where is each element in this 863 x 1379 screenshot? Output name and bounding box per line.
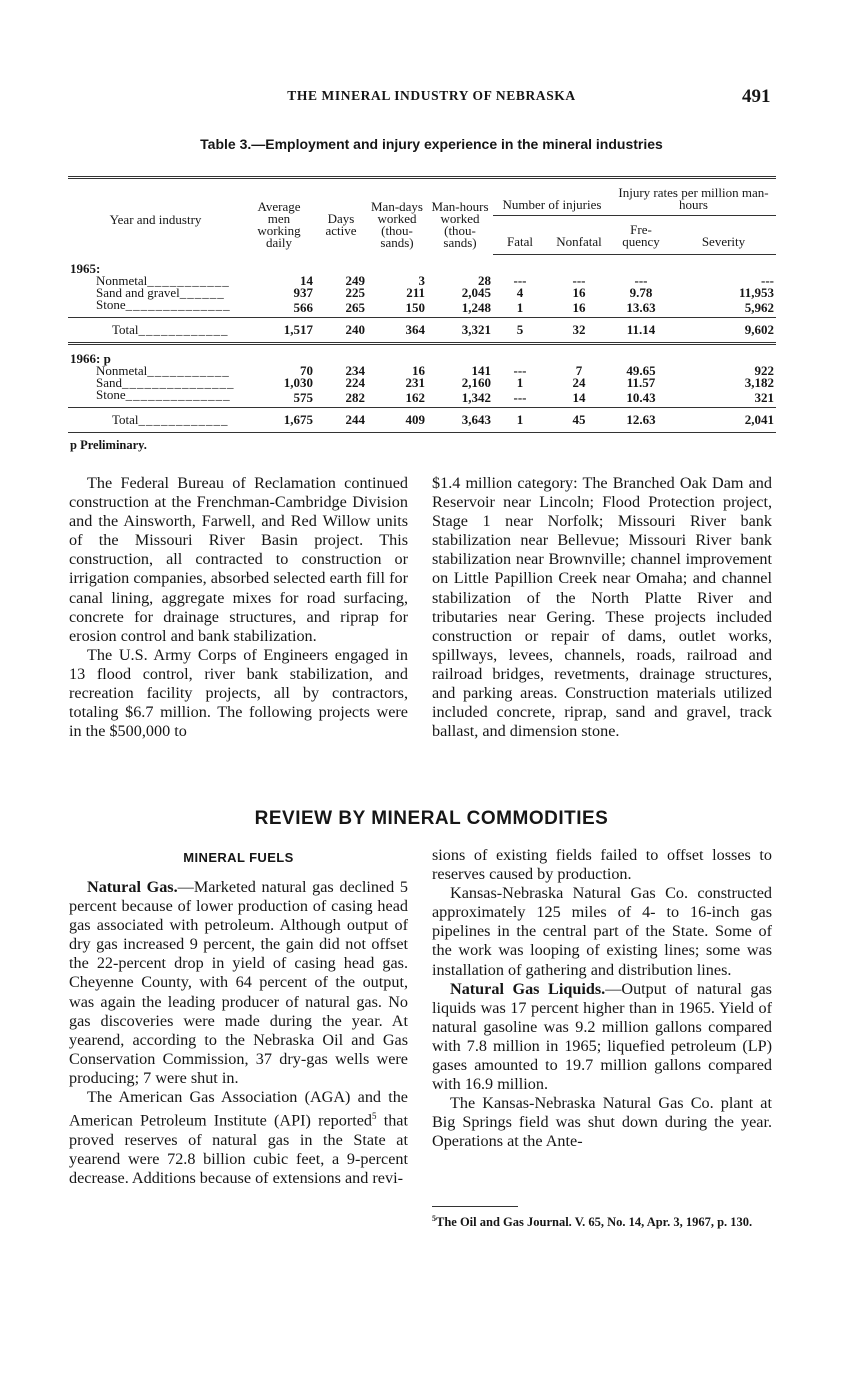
header-year-industry: Year and industry: [68, 178, 243, 255]
row-industry: Sand and gravel: [96, 285, 180, 300]
cell-man-days: 3: [418, 273, 425, 288]
header-avg-men: Average men working daily: [243, 178, 315, 255]
header-frequency: Fre-quency: [611, 216, 671, 255]
leader-dots: ______________: [125, 387, 231, 402]
cell-nonfatal: 14: [572, 390, 586, 405]
leader-dots: ____________: [138, 322, 229, 337]
row-industry: Nonmetal: [96, 273, 148, 288]
cell-man-days: 409: [367, 408, 427, 433]
body-column-1: [69, 474, 408, 741]
header-fatal: Fatal: [493, 216, 547, 255]
row-industry: Nonmetal: [96, 363, 148, 378]
footnote-rule: [432, 1206, 518, 1207]
header-severity: Severity: [671, 216, 776, 255]
cell-fatal: ---: [513, 273, 527, 288]
table-title: Table 3.—Employment and injury experience in the mineral industries: [200, 136, 663, 152]
paragraph: [69, 1088, 408, 1188]
cell-severity: 2,041: [671, 408, 776, 433]
row-industry: Total: [112, 412, 139, 427]
cell-severity: 9,602: [671, 318, 776, 344]
leader-dots: ___________: [147, 273, 230, 288]
cell-men: 70: [300, 363, 313, 378]
cell-man-days: 16: [412, 363, 425, 378]
running-head: THE MINERAL INDUSTRY OF NEBRASKA: [287, 88, 576, 103]
row-industry: Stone: [96, 297, 126, 312]
leader-dots: ______________: [125, 297, 231, 312]
footnote-text: The Oil and Gas Journal. V. 65, No. 14, Apr. 3, 1967, p. 130.: [436, 1215, 753, 1230]
cell-days: 225: [345, 285, 365, 300]
year-label: 1965:: [70, 261, 101, 276]
leader-dots: ____________: [138, 412, 229, 427]
cell-severity: 3,182: [744, 375, 774, 390]
cell-days: 224: [345, 375, 365, 390]
cell-men: 1,517: [243, 318, 315, 344]
cell-frequency: 11.14: [611, 318, 671, 344]
leader-dots: _______________: [122, 375, 235, 390]
total-row: [68, 408, 776, 433]
cell-man-days: 150: [405, 300, 425, 315]
leader-dots: ___________: [147, 363, 230, 378]
cell-severity: 5,962: [744, 300, 774, 315]
table-row: [68, 299, 776, 318]
paragraph-text: that proved reserves of natural gas in the State at yearend were 72.8 billion cubic feet, a 9-percent decrease. Additions because of extensions and revi-: [69, 1111, 408, 1187]
header-man-days: Man-days worked (thou-sands): [367, 178, 427, 255]
cell-men: 566: [293, 300, 313, 315]
cell-nonfatal: ---: [572, 273, 586, 288]
cell-severity: 321: [754, 390, 774, 405]
cell-frequency: 49.65: [626, 363, 656, 378]
body-column-3: [69, 878, 408, 1188]
paragraph: The U.S. Army Corps of Engineers engaged in 13 flood control, river bank stabilization, and recreation facility projects, all by contractors, totaling $6.7 million. The following projects were in the $500,000 to: [69, 645, 408, 741]
cell-severity: ---: [761, 273, 774, 288]
header-days-active: Days active: [315, 178, 367, 255]
run-in-heading: Natural Gas.: [87, 878, 178, 896]
cell-days: 244: [315, 408, 367, 433]
cell-nonfatal: 32: [547, 318, 611, 344]
cell-fatal: 5: [493, 318, 547, 344]
section-heading: REVIEW BY MINERAL COMMODITIES: [254, 808, 609, 829]
cell-frequency: 12.63: [611, 408, 671, 433]
cell-men: 14: [300, 273, 313, 288]
subsection-heading: MINERAL FUELS: [183, 850, 294, 865]
cell-nonfatal: 7: [575, 363, 583, 378]
row-industry: Stone: [96, 387, 126, 402]
cell-man-hours: 1,342: [461, 390, 491, 405]
page-number: 491: [742, 86, 771, 107]
header-injury-rates: Injury rates per million man-hours: [611, 178, 776, 216]
cell-nonfatal: 16: [572, 300, 586, 315]
cell-man-days: 211: [406, 285, 425, 300]
row-industry: Total: [112, 322, 139, 337]
cell-frequency: 9.78: [629, 285, 653, 300]
year-label: 1966: p: [68, 344, 776, 366]
cell-fatal: 1: [493, 408, 547, 433]
paragraph-text: —Marketed natural gas declined 5 percent because of lower production of casing head gas associated with petroleum. Although output of dry gas increased 9 percent, the gain did not offset the 22-percent drop in yield of casing head gas. Cheyenne County, with 64 percent of the output, was again the leading producer of natural gas. No gas discoveries were made during the year. At yearend, according to the Nebraska Oil and Gas Conservation Commission, 37 dry-gas wells were producing; 7 were shut in.: [69, 878, 408, 1087]
header-num-injuries: Number of injuries: [493, 178, 611, 216]
cell-man-hours: 2,045: [461, 285, 491, 300]
cell-men: 1,030: [283, 375, 313, 390]
table-footnote: p Preliminary.: [70, 438, 147, 452]
cell-days: 234: [345, 363, 365, 378]
paragraph: The Kansas-Nebraska Natural Gas Co. plant at Big Springs field was shut down during the year. Operations at the Ante-: [432, 1094, 772, 1151]
cell-days: 249: [345, 273, 365, 288]
paragraph: Kansas-Nebraska Natural Gas Co. constructed approximately 125 miles of 4- to 16-inch gas pipelines in the central part of the State. Some of the work was looping of existing lines; some was installation of gathering and distribution lines.: [432, 884, 772, 979]
header-nonfatal: Nonfatal: [547, 216, 611, 255]
cell-fatal: 1: [516, 375, 524, 390]
run-in-heading: Natural Gas Liquids.: [450, 979, 606, 998]
paragraph: $1.4 million category: The Branched Oak Dam and Reservoir near Lincoln; Flood Protection project, Stage 1 near Norfolk; Missouri River bank stabilization near Bellevue; Missouri River bank stabilization near Brownville; channel improvement on Little Papillion Creek near Omaha; and channel stabilization of the North Platte River and tributaries near Gering. These projects included construction or repair of dams, outlet works, spillways, levees, channels, roads, railroad and railroad bridges, revetments, drainage structures, and parking areas. Construction materials utilized included concrete, riprap, sand and gravel, track ballast, and dimension stone.: [432, 474, 772, 741]
paragraph: [432, 980, 772, 1095]
header-man-hours: Man-hours worked (thou-sands): [427, 178, 493, 255]
cell-man-hours: 141: [471, 363, 491, 378]
cell-fatal: 1: [516, 300, 524, 315]
cell-man-hours: 3,643: [427, 408, 493, 433]
cell-nonfatal: 16: [572, 285, 586, 300]
table-row: [68, 389, 776, 408]
leader-dots: ______: [179, 285, 225, 300]
footnote: [432, 1212, 772, 1229]
footnote-ref: 5: [372, 1111, 377, 1122]
cell-nonfatal: 24: [572, 375, 586, 390]
cell-severity: 922: [754, 363, 774, 378]
cell-days: 240: [315, 318, 367, 344]
paragraph-text: —Output of natural gas liquids was 17 percent higher than in 1965. Yield of natural gasoline was 9.2 million gallons compared with 7.8 million in 1965; liquefied petroleum (LP) gases amounted to 19.7 million gallons compared with 16.9 million.: [432, 979, 772, 1094]
footnote-marker: 5: [432, 1214, 436, 1223]
cell-frequency: 10.43: [626, 390, 656, 405]
paragraph-text: The American Gas Association (AGA) and the American Petroleum Institute (API) reported: [69, 1088, 408, 1130]
cell-man-hours: 28: [478, 273, 491, 288]
cell-man-days: 364: [367, 318, 427, 344]
employment-injury-table: [68, 176, 776, 433]
cell-man-hours: 2,160: [461, 375, 491, 390]
row-industry: Sand: [96, 375, 122, 390]
cell-man-hours: 1,248: [461, 300, 491, 315]
cell-men: 1,675: [243, 408, 315, 433]
cell-frequency: ---: [634, 273, 648, 288]
body-column-2: [432, 474, 772, 741]
cell-frequency: 11.57: [626, 375, 656, 390]
cell-men: 937: [293, 285, 313, 300]
total-row: [68, 318, 776, 344]
cell-fatal: ---: [513, 363, 527, 378]
body-column-4: [432, 846, 772, 1152]
cell-days: 282: [345, 390, 365, 405]
paragraph: [69, 878, 408, 1088]
cell-man-days: 231: [405, 375, 425, 390]
cell-nonfatal: 45: [547, 408, 611, 433]
cell-days: 265: [345, 300, 365, 315]
cell-men: 575: [293, 390, 313, 405]
paragraph: The Federal Bureau of Reclamation continued construction at the Frenchman-Cambridge Division and the Ainsworth, Farwell, and Red Willow units of the Missouri River Basin project. This construction, all contracted to construction or irrigation companies, absorbed selected earth fill for canal lining, aggregate mixes for road surfacing, concrete for drainage structures, and riprap for erosion control and bank stabilization.: [69, 474, 408, 645]
cell-fatal: 4: [516, 285, 524, 300]
cell-severity: 11,953: [738, 285, 774, 300]
cell-man-days: 162: [405, 390, 425, 405]
cell-frequency: 13.63: [626, 300, 656, 315]
cell-fatal: ---: [513, 390, 527, 405]
cell-man-hours: 3,321: [427, 318, 493, 344]
paragraph: sions of existing fields failed to offset losses to reserves caused by production.: [432, 846, 772, 884]
